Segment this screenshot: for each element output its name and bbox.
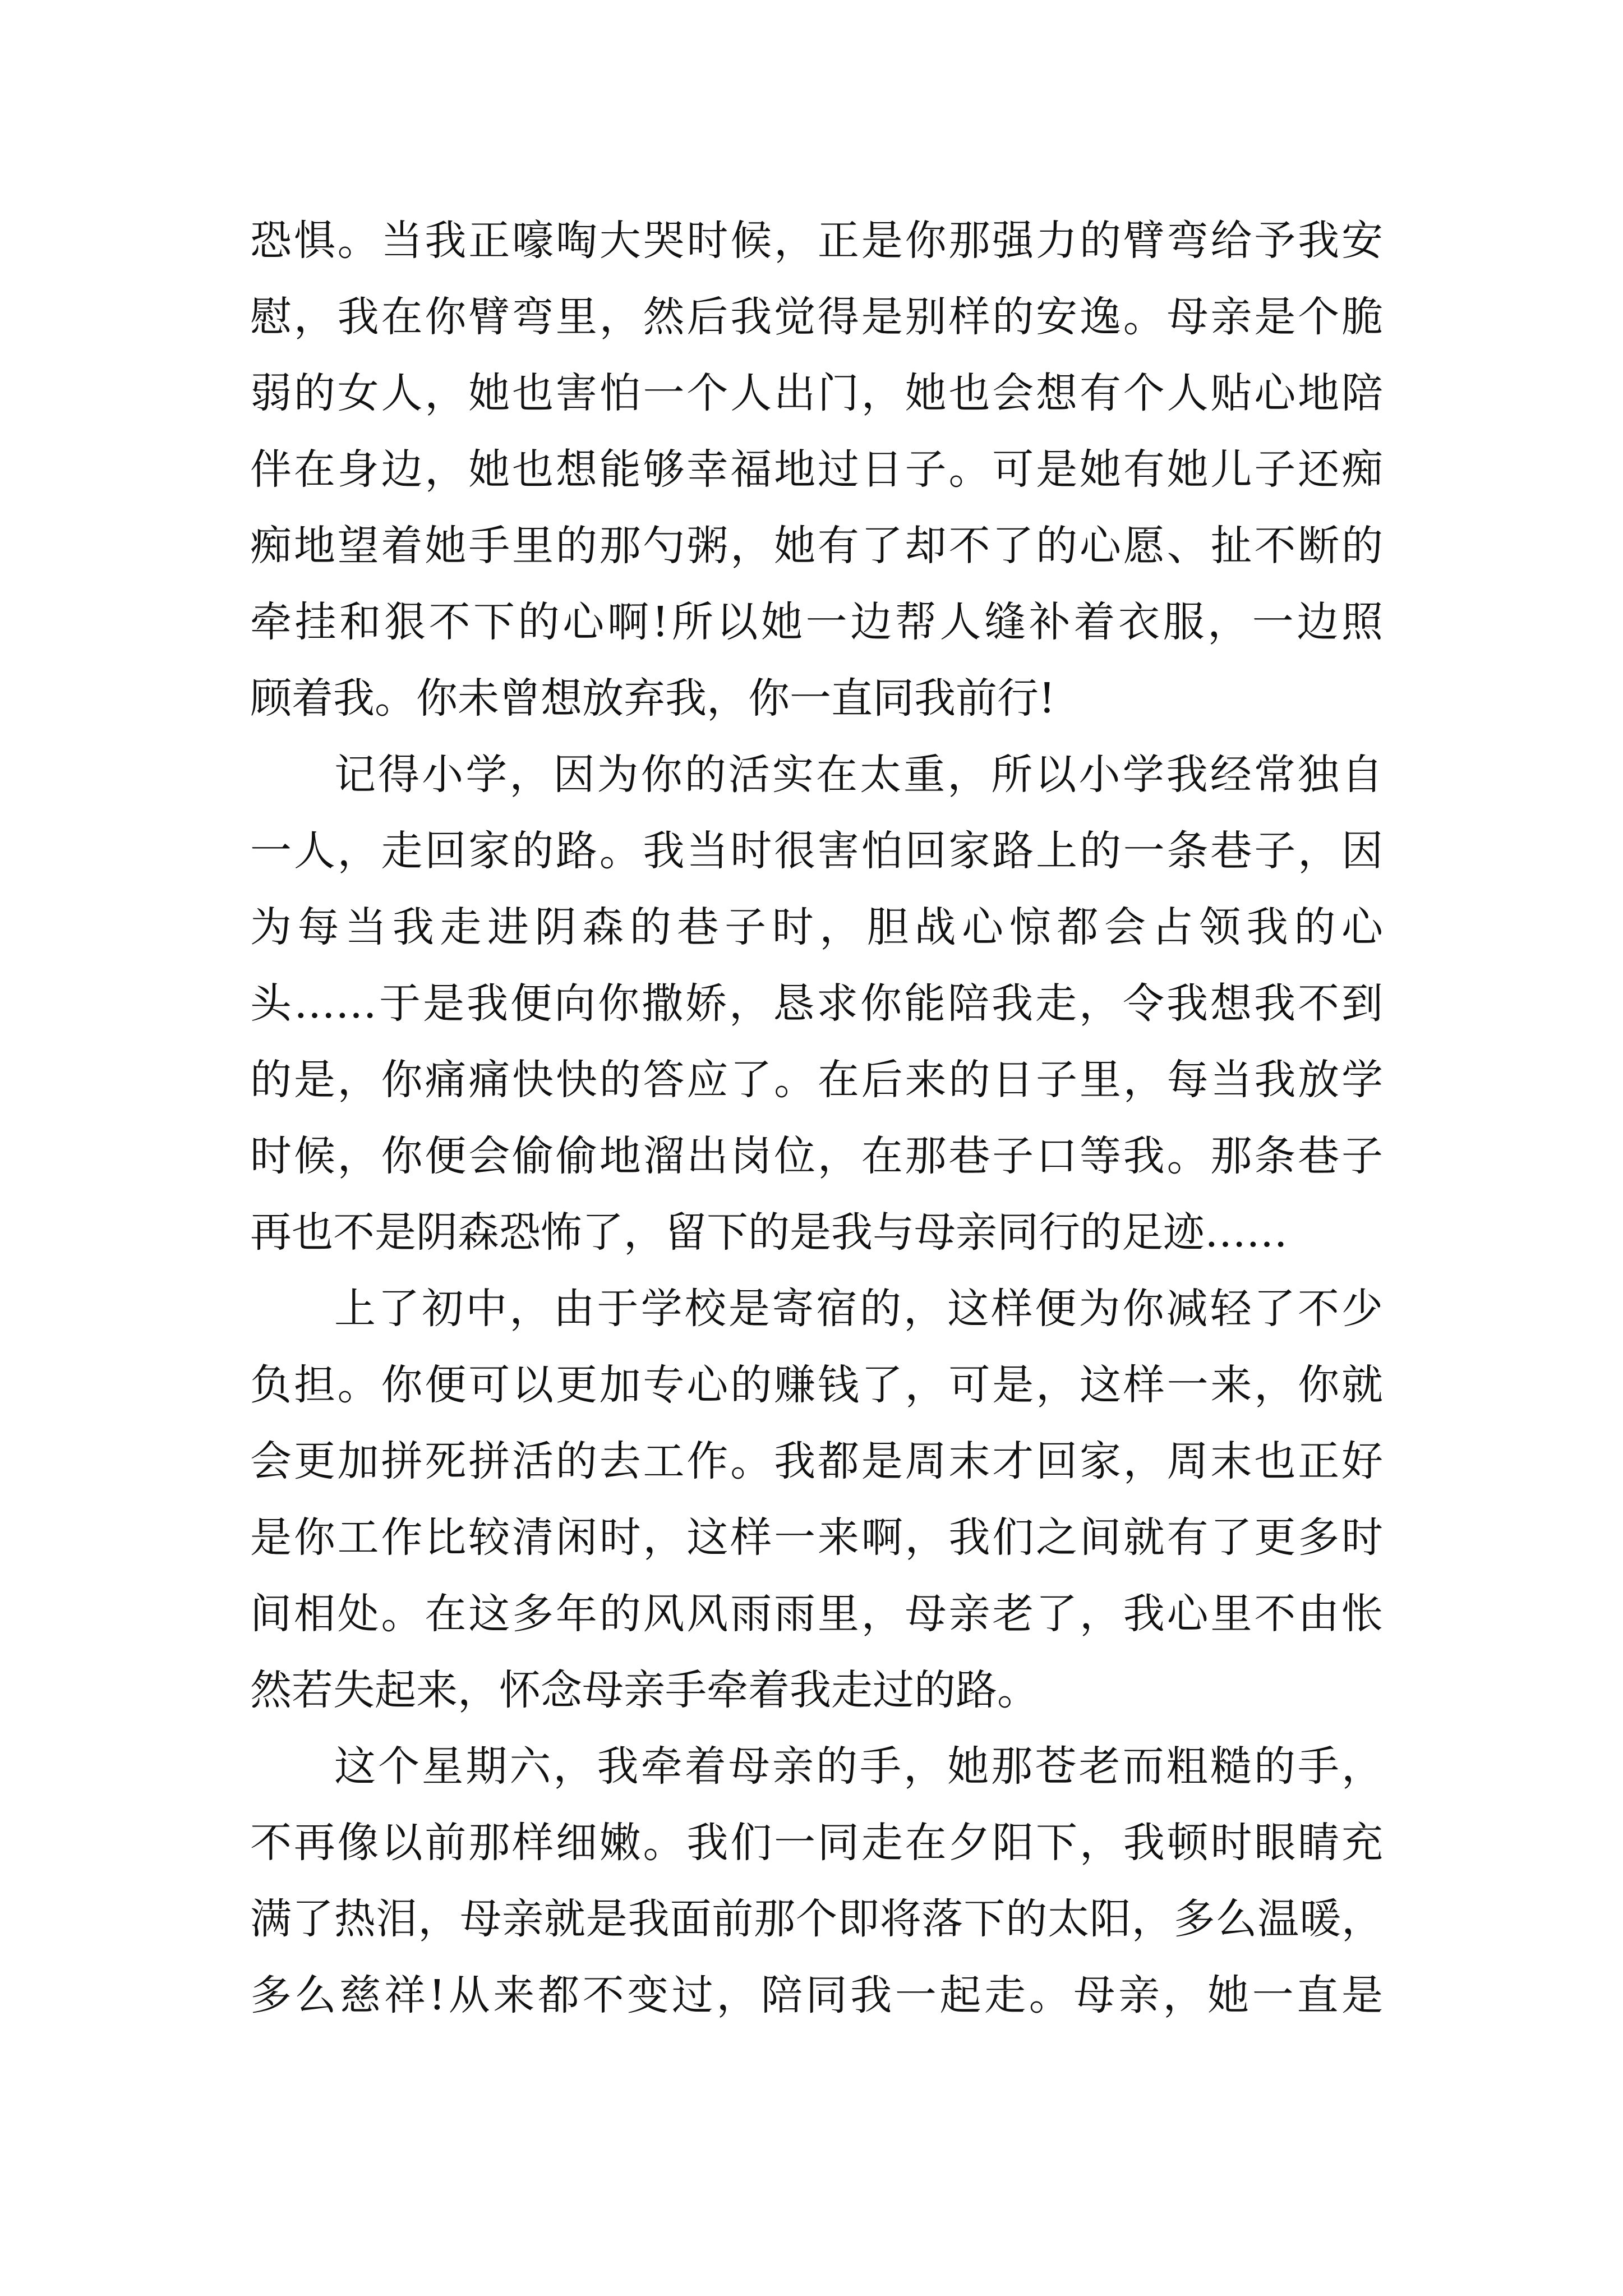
text-line: 一人，走回家的路。我当时很害怕回家路上的一条巷子，因 — [250, 827, 1383, 875]
text-line: 的是，你痛痛快快的答应了。在后来的日子里，每当我放学 — [250, 1056, 1383, 1104]
text-line: 慰，我在你臂弯里，然后我觉得是别样的安逸。母亲是个脆 — [250, 293, 1383, 341]
text-line: 负担。你便可以更加专心的赚钱了，可是，这样一来，你就 — [250, 1361, 1383, 1409]
text-line: 弱的女人，她也害怕一个人出门，她也会想有个人贴心地陪 — [250, 369, 1383, 417]
text-line: 多么慈祥!从来都不变过，陪同我一起走。母亲，她一直是 — [250, 1971, 1383, 2019]
text-line: 记得小学，因为你的活实在太重，所以小学我经常独自 — [334, 751, 1383, 799]
text-line: 会更加拼死拼活的去工作。我都是周末才回家，周末也正好 — [250, 1437, 1383, 1485]
text-line: 恐惧。当我正嚎啕大哭时候，正是你那强力的臂弯给予我安 — [250, 217, 1383, 265]
text-line: 痴地望着她手里的那勺粥，她有了却不了的心愿、扯不断的 — [250, 522, 1383, 570]
text-line: 为每当我走进阴森的巷子时，胆战心惊都会占领我的心 — [250, 903, 1383, 951]
text-line: 上了初中，由于学校是寄宿的，这样便为你减轻了不少 — [334, 1285, 1383, 1333]
document-body — [250, 203, 1383, 2033]
text-line: 伴在身边，她也想能够幸福地过日子。可是她有她儿子还痴 — [250, 445, 1383, 494]
text-line: 然若失起来，怀念母亲手牵着我走过的路。 — [250, 1666, 1039, 1714]
paragraph — [250, 1271, 1383, 1728]
text-line: 满了热泪，母亲就是我面前那个即将落下的太阳，多么温暖， — [250, 1895, 1383, 1943]
text-line: 牵挂和狠不下的心啊!所以她一边帮人缝补着衣服，一边照 — [250, 598, 1383, 646]
text-line: 间相处。在这多年的风风雨雨里，母亲老了，我心里不由怅 — [250, 1590, 1383, 1638]
paragraph — [250, 737, 1383, 1271]
text-line: 头……于是我便向你撒娇，恳求你能陪我走，令我想我不到 — [250, 979, 1383, 1028]
text-line: 不再像以前那样细嫩。我们一同走在夕阳下，我顿时眼睛充 — [250, 1819, 1383, 1867]
paragraph — [250, 203, 1383, 737]
text-line: 这个星期六，我牵着母亲的手，她那苍老而粗糙的手， — [334, 1742, 1383, 1791]
paragraph — [250, 1728, 1383, 2033]
text-line: 是你工作比较清闲时，这样一来啊，我们之间就有了更多时 — [250, 1513, 1383, 1562]
text-line: 再也不是阴森恐怖了，留下的是我与母亲同行的足迹…… — [250, 1208, 1288, 1257]
text-line: 顾着我。你未曾想放弃我，你一直同我前行! — [250, 674, 1055, 723]
text-line: 时候，你便会偷偷地溜出岗位，在那巷子口等我。那条巷子 — [250, 1132, 1383, 1180]
